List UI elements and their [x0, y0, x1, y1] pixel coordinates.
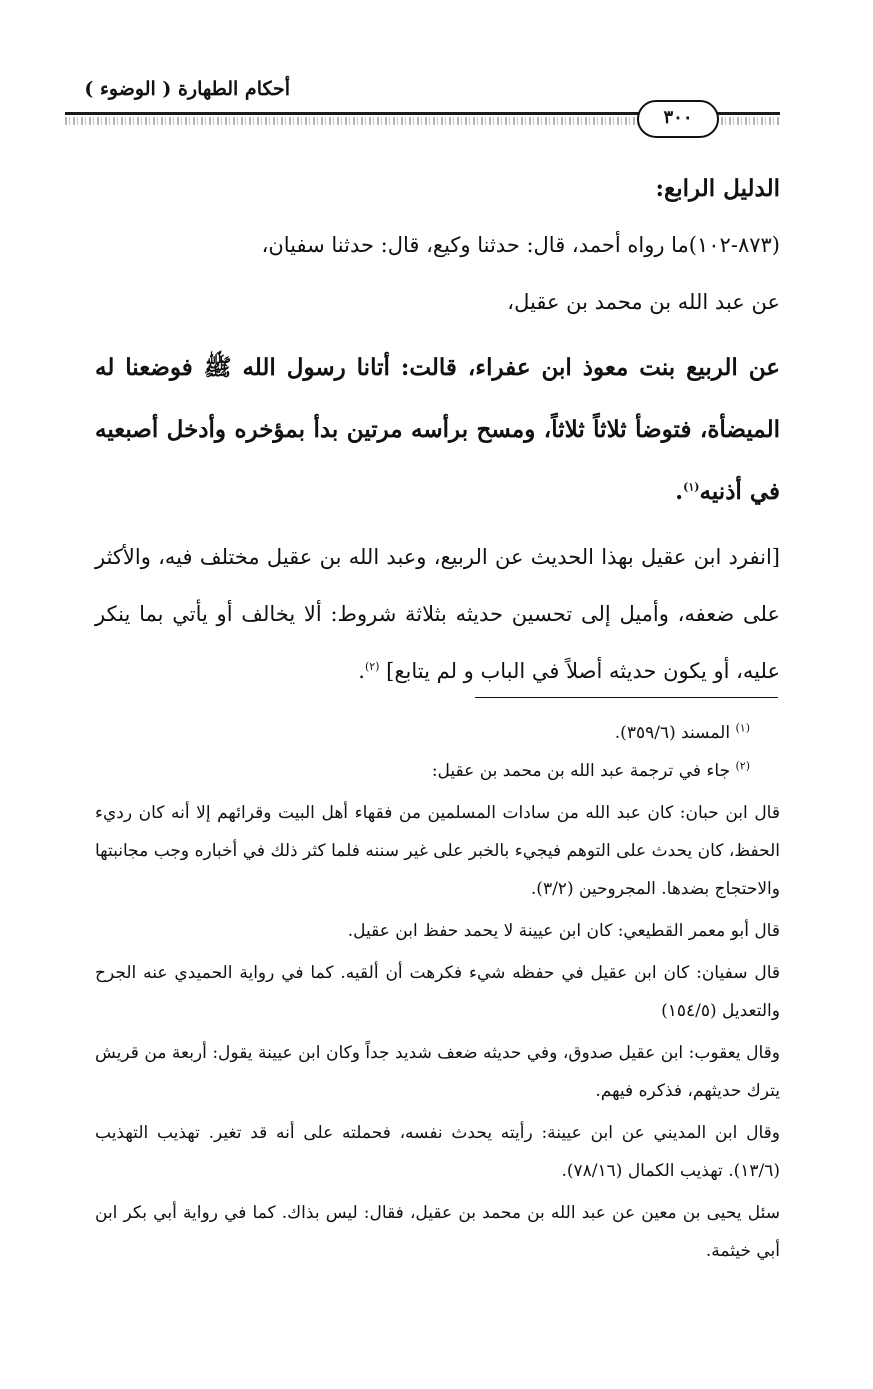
footnotes — [95, 714, 780, 1270]
footnote-1-text: المسند (٣٥٩/٦). — [614, 723, 731, 743]
footnote-ref-2[interactable]: (٢) — [364, 660, 380, 673]
hadith-end: . — [675, 478, 684, 505]
section-heading: الدليل الرابع: — [655, 175, 780, 202]
running-title: أحكام الطهارة ( الوضوء ) — [84, 78, 290, 100]
page-number-badge: ٣٠٠ — [637, 100, 719, 138]
hadith-text — [95, 337, 780, 523]
footnote-2 — [95, 752, 780, 790]
hadith-body: عن الربيع بنت معوذ ابن عفراء، قالت: أتانا رسول الله ﷺ فوضعنا له الميضأة، فتوضأ ثلاثاً ثلاثاً، ومسح برأسه مرتين بدأ بمؤخره وأدخل أصبعيه في أذنيه — [95, 354, 780, 505]
main-text — [95, 160, 780, 700]
footnote-sufyan: قال سفيان: كان ابن عقيل في حفظه شيء فكرهت أن ألقيه. كما في رواية الحميدي عنه الجرح والتعديل (١٥٤/٥) — [95, 963, 780, 1021]
footnote-abu-mamar: قال أبو معمر القطيعي: كان ابن عيينة لا يحمد حفظ ابن عقيل. — [347, 921, 780, 941]
comment-body: [انفرد ابن عقيل بهذا الحديث عن الربيع، وعبد الله بن عقيل مختلف فيه، والأكثر على ضعفه، وأميل إلى تحسين حديثه بثلاثة شروط: ألا يخالف أو يأتي بما ينكر عليه، أو يكون حديثه أصلاً في الباب و لم يتابع] — [95, 545, 780, 683]
footnote-yahya: سئل يحيى بن معين عن عبد الله بن محمد بن عقيل، فقال: ليس بذاك. كما في رواية أبي بكر ابن أبي خيثمة. — [95, 1203, 780, 1261]
footnote-1 — [95, 714, 780, 752]
footnote-2-text: جاء في ترجمة عبد الله بن محمد بن عقيل: — [431, 761, 731, 781]
footnote-1-marker: (١) — [735, 721, 750, 735]
footnote-2-marker: (٢) — [735, 759, 750, 773]
isnad-line-1: (٨٧٣-١٠٢)ما رواه أحمد، قال: حدثنا وكيع، قال: حدثنا سفيان، — [261, 233, 780, 257]
isnad-line-2: عن عبد الله بن محمد بن عقيل، — [507, 290, 780, 314]
footnote-ibn-madini: وقال ابن المديني عن ابن عيينة: رأيته يحدث نفسه، فحملته على أنه قد تغير. تهذيب التهذيب (١٣/٦). تهذيب الكمال (٧٨/١٦). — [95, 1123, 780, 1181]
footnote-ibn-hibban: قال ابن حبان: كان عبد الله من سادات المسلمين من فقهاء أهل البيت وقرائهم إلا أنه كان رديء الحفظ، كان يحدث على التوهم فيجيء بالخبر على غير سننه فلما كثر ذلك في أخباره وجب مجانبتها والاحتجاج بضدها. المجروحين (٣/٢). — [95, 803, 780, 899]
footnote-separator — [475, 697, 778, 698]
author-comment — [95, 529, 780, 700]
footnote-ref-1[interactable]: (١) — [683, 480, 700, 494]
comment-end: . — [358, 659, 365, 683]
footnote-yaqub: وقال يعقوب: ابن عقيل صدوق، وفي حديثه ضعف شديد جداً وكان ابن عيينة يقول: أربعة من قريش يترك حديثهم، فذكره فيهم. — [95, 1043, 780, 1101]
